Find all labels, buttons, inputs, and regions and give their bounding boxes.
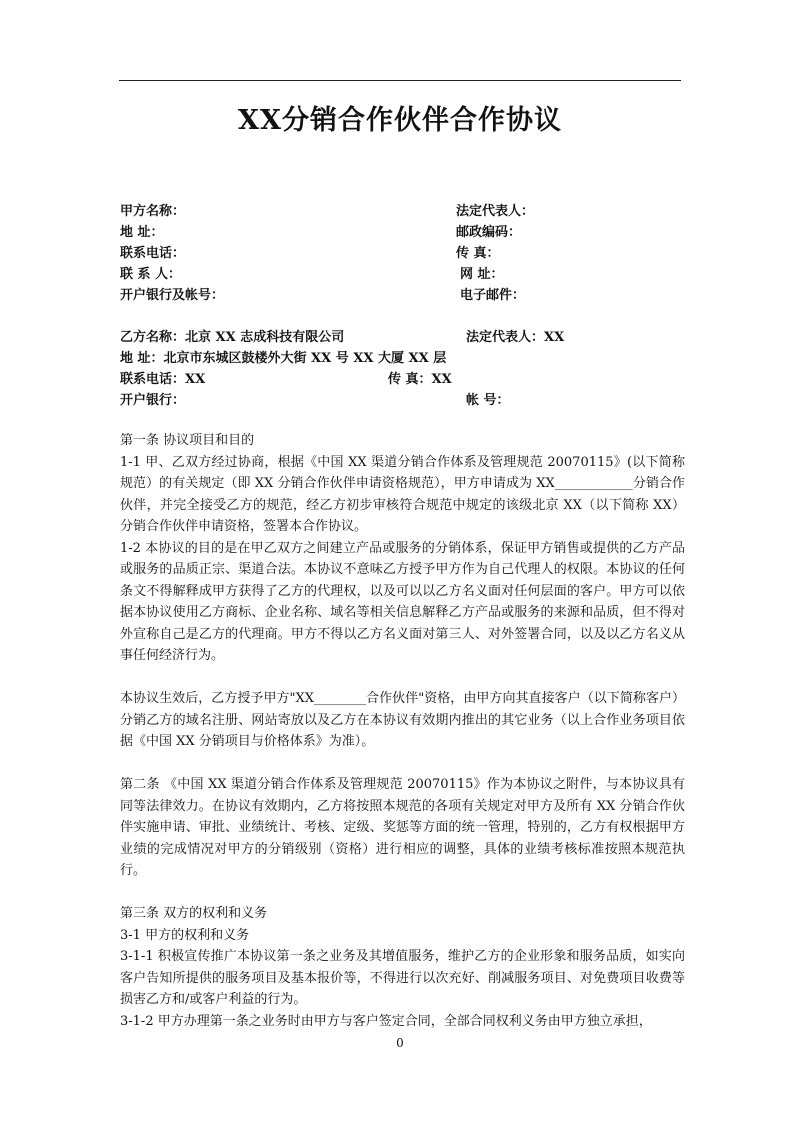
document-title: XX分销合作伙伴合作协议 <box>238 105 562 136</box>
agreement-body <box>120 430 685 1032</box>
header-rule <box>119 80 681 81</box>
article-2: 第二条 《中国 XX 渠道分销合作体系及管理规范 20070115》作为本协议之附件，与本协议具有同等法律效力。在协议有效期内，乙方将按照本规范的各项有关规定对甲方及所有 XX 分销合作伙伴实施申请、审批、业绩统计、考核、定级、奖惩等方面的统一管理，特别的，乙方有权根据甲方业绩的完成情况对甲方的分销级别（资格）进行相应的调整，具体的业绩考核标准按照本规范执行。 <box>120 777 685 878</box>
clause-1-1: 1-1 甲、乙双方经过协商，根据《中国 XX 渠道分销合作体系及管理规范 20070115》(以下简称规范）的有关规定（即 XX 分销合作伙伴申请资格规范），甲方申请成为 XX____________分销合作伙伴，并完全接受乙方的规范，经乙方初步审核符合规范中规定的该级北京 XX（以下简称 XX）分销合作伙伴申请资格，签署本合作协议。 <box>120 454 685 534</box>
party-a-rep-label: 法定代表人： <box>456 204 535 219</box>
article-1-heading: 第一条 协议项目和目的 <box>120 433 255 448</box>
blank-line <box>120 882 685 904</box>
page-number: 0 <box>396 1036 404 1050</box>
party-a-fax-label: 传 真： <box>456 246 500 261</box>
party-a-email-label: 电子邮件： <box>460 288 526 303</box>
party-b-rep: 法定代表人：XX <box>466 330 565 345</box>
clause-3-1-2: 3-1-2 甲方办理第一条之业务时由甲方与客户签定合同，全部合同权利义务由甲方独立承担， <box>120 1013 652 1029</box>
party-b-bank-label: 开户银行： <box>120 393 186 408</box>
blank-line <box>120 667 685 689</box>
party-b-address: 地 址：北京市东城区鼓楼外大街 XX 号 XX 大厦 XX 层 <box>120 351 447 366</box>
party-b-phone: 联系电话：XX <box>120 372 206 387</box>
party-a-name-label: 甲方名称： <box>120 204 186 219</box>
blank-line <box>120 753 685 775</box>
party-b-fax: 传 真：XX <box>388 372 452 387</box>
clause-3-1-1: 3-1-1 积极宣传推广本协议第一条之业务及其增值服务，维护乙方的企业形象和服务品质，如实向客户告知所提供的服务项目及基本报价等，不得进行以次充好、削减服务项目、对免费项目收费等损害乙方和/或客户利益的行为。 <box>120 949 685 1007</box>
party-a-address-label: 地 址： <box>120 225 164 240</box>
party-a-contact-label: 联 系 人： <box>120 267 182 282</box>
party-a-website-label: 网 址： <box>460 267 504 282</box>
grant-paragraph: 本协议生效后，乙方授予甲方"XX________合作伙伴"资格，由甲方向其直接客户（以下简称客户）分销乙方的域名注册、网站寄放以及乙方在本协议有效期内推出的其它业务（以上合作业务项目依据《中国 XX 分销项目与价格体系》为准）。 <box>120 691 685 749</box>
article-3-heading: 第三条 双方的权利和义务 <box>120 906 268 921</box>
clause-3-1: 3-1 甲方的权利和义务 <box>120 927 250 943</box>
party-b-name: 乙方名称：北京 XX 志成科技有限公司 <box>120 330 345 345</box>
party-a-postcode-label: 邮政编码： <box>456 225 522 240</box>
party-b-account-label: 帐 号： <box>466 393 510 408</box>
party-a-bank-label: 开户银行及帐号： <box>120 288 225 303</box>
party-a-phone-label: 联系电话： <box>120 246 186 261</box>
clause-1-2: 1-2 本协议的目的是在甲乙双方之间建立产品或服务的分销体系，保证甲方销售或提供的乙方产品或服务的品质正宗、渠道合法。本协议不意味乙方授予甲方作为自己代理人的权限。本协议的任何条文不得解释成甲方获得了乙方的代理权，以及可以以乙方名义面对任何层面的客户。甲方可以依据本协议使用乙方商标、企业名称、域名等相关信息解释乙方产品或服务的来源和品质，但不得对外宣称自己是乙方的代理商。甲方不得以乙方名义面对第三人、对外签署合同，以及以乙方名义从事任何经济行为。 <box>120 540 685 663</box>
